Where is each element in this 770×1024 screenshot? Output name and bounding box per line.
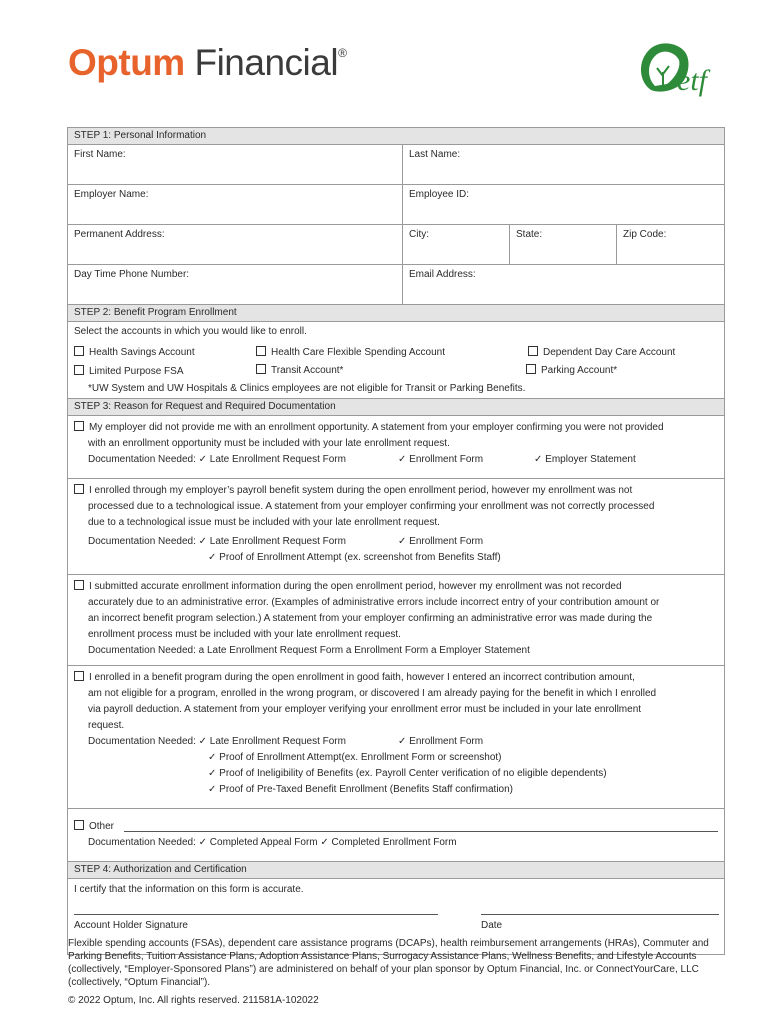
email-field[interactable] [403,265,724,304]
reason-4-line-3: via payroll deduction. A statement from your employer verifying your enrollment error must be included in your late enrollment [88,704,642,715]
logo-brand: Optum [68,42,185,83]
option-hsa-label: Health Savings Account [89,347,195,358]
reason-2-doc-1: Documentation Needed: ✓ Late Enrollment Request Form [88,536,346,547]
enrollment-form [67,127,725,955]
other-line[interactable] [124,831,718,832]
option-dcap-label: Dependent Day Care Account [543,347,676,358]
optum-financial-logo [68,42,346,84]
checkbox-reason-2[interactable] [74,484,84,494]
checkbox-other[interactable] [74,820,84,830]
option-hsa[interactable] [74,346,195,358]
city-field[interactable] [403,225,510,264]
city-label: City: [409,229,429,240]
option-transit[interactable] [256,364,343,376]
reason-4-doc-5: ✓ Proof of Pre-Taxed Benefit Enrollment (Benefits Staff confirmation) [208,784,513,795]
email-label: Email Address: [409,269,476,280]
checkbox-lpfsa[interactable] [74,365,84,375]
reason-2 [68,479,724,575]
reason-3-line-1: I submitted accurate enrollment information during the open enrollment period, however my enrollment was not recorded [89,581,622,592]
reason-4-docs [74,734,718,750]
state-label: State: [516,229,543,240]
checkbox-transit[interactable] [256,364,266,374]
reason-1-line-1: My employer did not provide me with an enrollment opportunity. A statement from your employer confirming you were not provided [89,422,664,433]
option-lpfsa-label: Limited Purpose FSA [89,366,184,377]
reason-4-line-1: I enrolled in a benefit program during the open enrollment in good faith, however I entered an incorrect contribution amount, [89,672,635,683]
reason-2-docs [74,534,718,550]
reason-4-doc-2: ✓ Enrollment Form [398,736,484,747]
row-address [68,225,724,265]
zip-field[interactable] [617,225,724,264]
option-hcfsa-label: Health Care Flexible Spending Account [271,347,445,358]
logo-product: Financial [194,42,339,83]
reason-4-line-4: request. [88,720,125,731]
registered-mark: ® [338,46,347,60]
option-parking[interactable] [526,364,617,376]
option-lpfsa[interactable] [74,365,184,377]
last-name-label: Last Name: [409,149,461,160]
phone-label: Day Time Phone Number: [74,269,190,280]
step3-header: STEP 3: Reason for Request and Required Documentation [68,399,724,416]
checkbox-reason-3[interactable] [74,580,84,590]
reason-4-doc-4: ✓ Proof of Ineligibility of Benefits (ex. Payroll Center verification of no eligible dependents) [208,768,607,779]
reason-2-doc-2: ✓ Enrollment Form [398,536,484,547]
state-field[interactable] [510,225,617,264]
reason-4-line-2: am not eligible for a program, enrolled in the wrong program, or discovered I am already paying for the benefit in which I enrolled [88,688,657,699]
other-docs: Documentation Needed: ✓ Completed Appeal Form ✓ Completed Enrollment Form [88,837,457,848]
date-label: Date [481,920,503,931]
account-options [68,340,724,380]
phone-field[interactable] [68,265,403,304]
reason-2-line-2: processed due to a technological issue. A statement from your employer confirming your enrollment was not correctly processed [88,501,655,512]
date-line[interactable] [481,914,719,915]
signature-line[interactable] [74,914,438,915]
employer-name-label: Employer Name: [74,189,149,200]
row-contact [68,265,724,305]
checkbox-hcfsa[interactable] [256,346,266,356]
first-name-label: First Name: [74,149,126,160]
etf-logo [633,38,725,98]
checkbox-parking[interactable] [526,364,536,374]
reason-1-doc-2: ✓ Enrollment Form [398,454,484,465]
last-name-field[interactable] [403,145,724,184]
first-name-field[interactable] [68,145,403,184]
zip-label: Zip Code: [623,229,667,240]
address-field[interactable] [68,225,403,264]
row-names [68,145,724,185]
copyright: © 2022 Optum, Inc. All rights reserved. 211581A-102022 [68,995,319,1006]
reason-1-line-2: with an enrollment opportunity must be included with your late enrollment request. [88,438,450,449]
signature-label: Account Holder Signature [74,920,188,931]
option-dcap[interactable] [528,346,675,358]
step1-header: STEP 1: Personal Information [68,128,724,145]
employee-id-field[interactable] [403,185,724,224]
step2-header: STEP 2: Benefit Program Enrollment [68,305,724,322]
reason-3-line-4: enrollment process must be included with your late enrollment request. [88,629,401,640]
employer-name-field[interactable] [68,185,403,224]
reason-2-doc-3: ✓ Proof of Enrollment Attempt (ex. screenshot from Benefits Staff) [208,552,501,563]
reason-2-line-1: I enrolled through my employer’s payroll benefit system during the open enrollment period, however my enrollment was not [89,485,633,496]
option-parking-label: Parking Account* [541,365,618,376]
reason-3 [68,575,724,666]
reason-4 [68,666,724,809]
reason-1 [68,416,724,479]
other-label: Other [89,821,115,832]
step2-instruction: Select the accounts in which you would like to enroll. [74,326,307,337]
checkbox-dcap[interactable] [528,346,538,356]
reason-4-doc-1: Documentation Needed: ✓ Late Enrollment Request Form [88,736,346,747]
option-hcfsa[interactable] [256,346,445,358]
step4-header: STEP 4: Authorization and Certification [68,862,724,879]
row-employer [68,185,724,225]
reason-3-line-2: accurately due to an administrative error. (Examples of administrative errors include incorrect entry of your contribution amount or [88,597,660,608]
employee-id-label: Employee ID: [409,189,470,200]
etf-logo-text: etf [677,64,707,97]
checkbox-reason-4[interactable] [74,671,84,681]
option-transit-label: Transit Account* [271,365,344,376]
address-label: Permanent Address: [74,229,165,240]
transit-note: *UW System and UW Hospitals & Clinics employees are not eligible for Transit or Parking Benefits. [68,380,724,399]
disclaimer: Flexible spending accounts (FSAs), dependent care assistance programs (DCAPs), health reimbursement arrangements (HRAs), Commuter and Parking Benefits, Tuition Assistance Plans, Adoption Assistance Plans, Surrogacy Assistance Plans, Wellness Benefits, and Lifestyle Accounts (collectively, “Employer-Sponsored Plans”) are administered on behalf of your plan sponsor by Optum Financial, Inc. or ConnectYourCare, LLC (collectively, “Optum Financial”). [68,938,709,988]
certify-text: I certify that the information on this form is accurate. [74,884,304,895]
checkbox-reason-1[interactable] [74,421,84,431]
reason-other [68,809,724,862]
reason-1-doc-3: ✓ Employer Statement [534,454,636,465]
reason-1-docs [74,452,718,468]
reason-3-docs: Documentation Needed: a Late Enrollment Request Form a Enrollment Form a Employer Statement [88,645,530,656]
reason-4-doc-3: ✓ Proof of Enrollment Attempt(ex. Enrollment Form or screenshot) [208,752,502,763]
reason-2-line-3: due to a technological issue must be included with your late enrollment request. [88,517,440,528]
checkbox-hsa[interactable] [74,346,84,356]
reason-3-line-3: an incorrect benefit program selection.) A statement from your employer confirming an administrative error was made during the [88,613,653,624]
reason-1-doc-1: Documentation Needed: ✓ Late Enrollment Request Form [88,454,346,465]
